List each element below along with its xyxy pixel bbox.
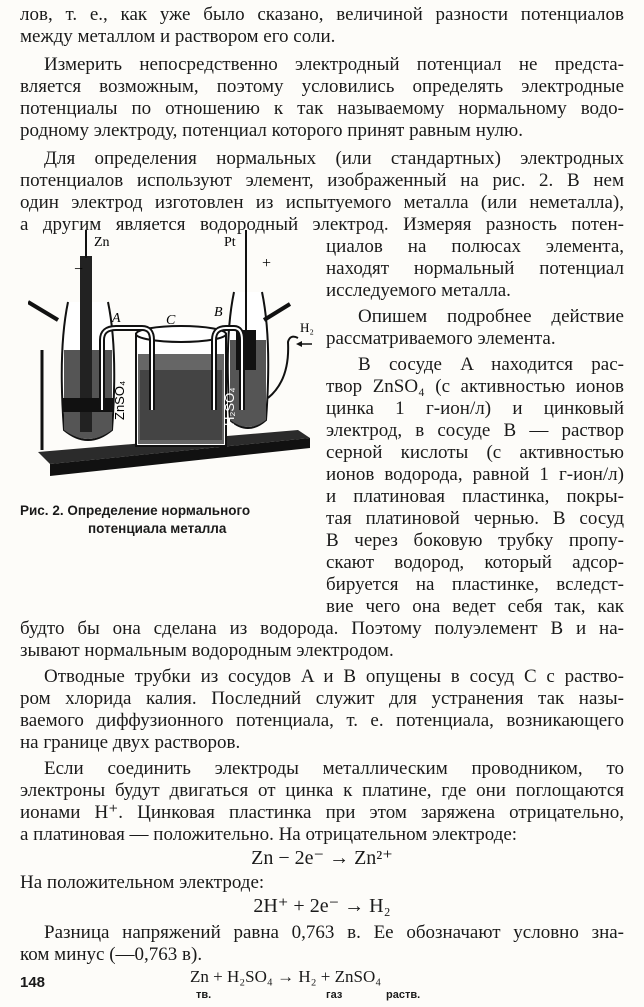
figure-caption: потенциала металла [88,521,227,536]
equation-anode: Zn − 2e⁻ → Zn²⁺ [251,847,393,869]
hydrogen-tube [268,337,298,398]
text-line: твор ZnSO₄ (с активностью ионов [326,376,624,397]
text-line: На положительном электроде: [20,872,265,893]
text-line: вляется возможным, поэтому условились определять электродные [20,76,624,97]
galvanic-cell-figure [28,230,318,492]
text-line: потенциалы по отношению к так называемому нормальному водо- [20,98,624,119]
label-a: A [112,311,121,326]
text-line: скают водород, который адсор- [326,552,624,573]
text-line: электроны будут двигаться от цинка к платине, где они поглощаются [20,780,624,801]
text-line: зывают нормальным водородным электродом. [20,640,394,661]
label-minus: − [74,261,84,278]
text-line: В сосуде A находится рас- [358,354,624,375]
text-line: лов, т. е., как уже было сказано, величиной разности потенциалов [20,4,624,25]
text-line: ионами H⁺. Цинковая пластинка при этом заряжена отрицательно, [20,802,624,823]
text-line: циалов на полюсах элемента, [326,236,624,257]
text-line: Если соединить электроды металлическим проводником, то [44,758,624,779]
text-line: электрод, в сосуде B — раствор [326,420,624,441]
page-number: 148 [20,974,46,991]
label-plus: + [262,255,272,272]
text-line: на границе двух растворов. [20,732,241,753]
clamp-a [62,398,114,412]
text-line: бируется на пластинке, вследст- [326,574,624,595]
under-label-zn: тв. [196,989,212,1001]
text-line: ром хлорида калия. Последний служит для устранения так назы- [20,688,624,709]
equation-overall: Zn + H₂SO₄ → H₂ + ZnSO₄ [190,967,382,986]
text-line: рассматриваемого элемента. [326,328,556,349]
text-line: Измерить непосредственно электродный потенциал не предста- [44,54,624,75]
text-line: B через боковую трубку пропу- [326,530,624,551]
label-znso4: ZnSO₄ [112,380,127,420]
text-line: между металлом и раствором его соли. [20,26,336,47]
text-line: потенциалов используют элемент, изображенный на рис. 2. В нем [20,170,624,191]
process-block [0,966,644,1000]
label-b: B [214,305,223,320]
text-line: ваемого диффузионного потенциала, т. е. потенциала, возникающего [20,710,624,731]
label-zn: Zn [94,235,110,250]
text-line: один электрод изготовлен из испытуемого металла (или неметалла), [20,192,624,213]
text-line: находят нормальный потенциал [326,258,624,279]
under-label-h2: газ [326,989,343,1001]
text-line: ком минус (—0,763 в). [20,944,203,965]
text-line: серной кислоты (с активностью [326,442,624,463]
equation-cathode: 2H⁺ + 2e⁻ → H₂ [253,895,391,917]
label-c: C [166,313,176,328]
side-tube-a [28,302,58,320]
label-h2: H₂ [300,320,314,335]
text-line: Опишем подробнее действие [358,306,624,327]
text-line: а другим является водородный электрод. Измеряя разность потен- [20,214,624,235]
label-h2so4: H₂SO₄ [222,387,237,426]
h2-arrowhead [296,341,302,347]
text-line: Отводные трубки из сосудов A и B опущены в сосуд C с раство- [44,666,624,687]
text-line: ионов водорода, равной 1 г-ион/л) [326,464,624,485]
text-line: Разница напряжений равна 0,763 в. Ее обозначают условно зна- [44,922,624,943]
figure-caption: Рис. 2. Определение нормального [20,503,251,518]
text-line: а платиновая — положительно. На отрицательном электроде: [20,824,518,845]
text-line: Для определения нормальных (или стандартных) электродных [44,148,624,169]
text-line: вие чего она ведет себя так, как [326,596,624,617]
text-line: тая платиновой чернью. В сосуд [326,508,624,529]
text-line: будто бы она сделана из водорода. Поэтому полуэлемент B и на- [20,618,624,639]
side-tube-b [264,304,290,320]
text-line: и платиновая пластинка, покры- [326,486,624,507]
text-line: исследуемого металла. [326,280,511,301]
label-pt: Pt [224,235,236,250]
text-line: родному электроду, потенциал которого принят равным нулю. [20,120,523,141]
under-label-znso4: раств. [386,989,421,1001]
text-line: цинка 1 г-ион/л) и цинковый [326,398,624,419]
